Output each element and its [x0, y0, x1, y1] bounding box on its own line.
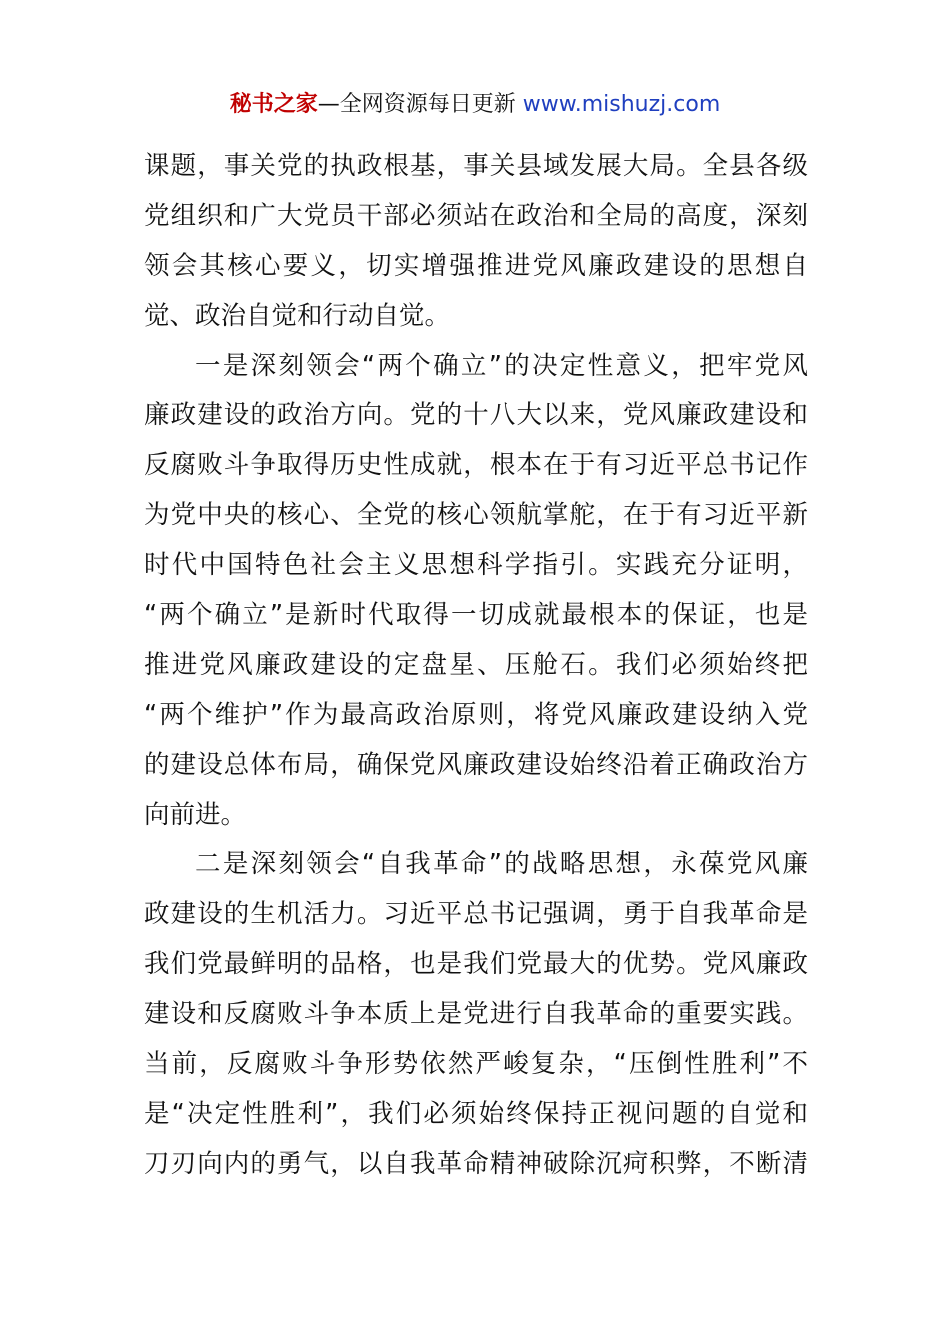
site-brand: 秘书之家: [229, 92, 318, 117]
text-line: 我们党最鲜明的品格，也是我们党最大的优势。党风廉政: [144, 949, 808, 980]
site-url-link[interactable]: www.mishuzj.com: [522, 92, 721, 117]
paragraph-start-line: 二是深刻领会“自我革命”的战略思想，永葆党风廉: [195, 849, 808, 880]
text-line: 领会其核心要义，切实增强推进党风廉政建设的思想自: [144, 250, 808, 281]
text-line: 为党中央的核心、全党的核心领航掌舵，在于有习近平新: [144, 500, 808, 531]
text-line: 反腐败斗争取得历史性成就，根本在于有习近平总书记作: [144, 450, 808, 481]
text-line: 是“决定性胜利”，我们必须始终保持正视问题的自觉和: [144, 1098, 808, 1129]
text-line: 向前进。: [144, 799, 247, 830]
text-line: 觉、政治自觉和行动自觉。: [144, 300, 451, 331]
paragraph-start-line: 一是深刻领会“两个确立”的决定性意义，把牢党风: [195, 350, 808, 381]
text-line: “两个维护”作为最高政治原则，将党风廉政建设纳入党: [144, 699, 808, 730]
text-line: 建设和反腐败斗争本质上是党进行自我革命的重要实践。: [144, 999, 808, 1030]
text-line: 当前，反腐败斗争形势依然严峻复杂，“压倒性胜利”不: [144, 1049, 808, 1080]
text-line: 推进党风廉政建设的定盘星、压舱石。我们必须始终把: [144, 649, 808, 680]
site-tagline: —全网资源每日更新: [317, 92, 523, 117]
text-line: 时代中国特色社会主义思想科学指引。实践充分证明，: [144, 550, 808, 581]
text-line: 廉政建设的政治方向。党的十八大以来，党风廉政建设和: [144, 400, 808, 431]
text-line: 党组织和广大党员干部必须站在政治和全局的高度，深刻: [144, 200, 808, 231]
document-body: [144, 142, 808, 1190]
text-line: “两个确立”是新时代取得一切成就最根本的保证，也是: [144, 600, 808, 631]
text-line: 政建设的生机活力。习近平总书记强调，勇于自我革命是: [144, 899, 808, 930]
text-line: 课题，事关党的执政根基，事关县域发展大局。全县各级: [144, 151, 808, 181]
site-header: [0, 88, 950, 122]
text-line: 刀刃向内的勇气，以自我革命精神破除沉疴积弊，不断清: [144, 1148, 808, 1179]
text-line: 的建设总体布局，确保党风廉政建设始终沿着正确政治方: [144, 749, 808, 780]
